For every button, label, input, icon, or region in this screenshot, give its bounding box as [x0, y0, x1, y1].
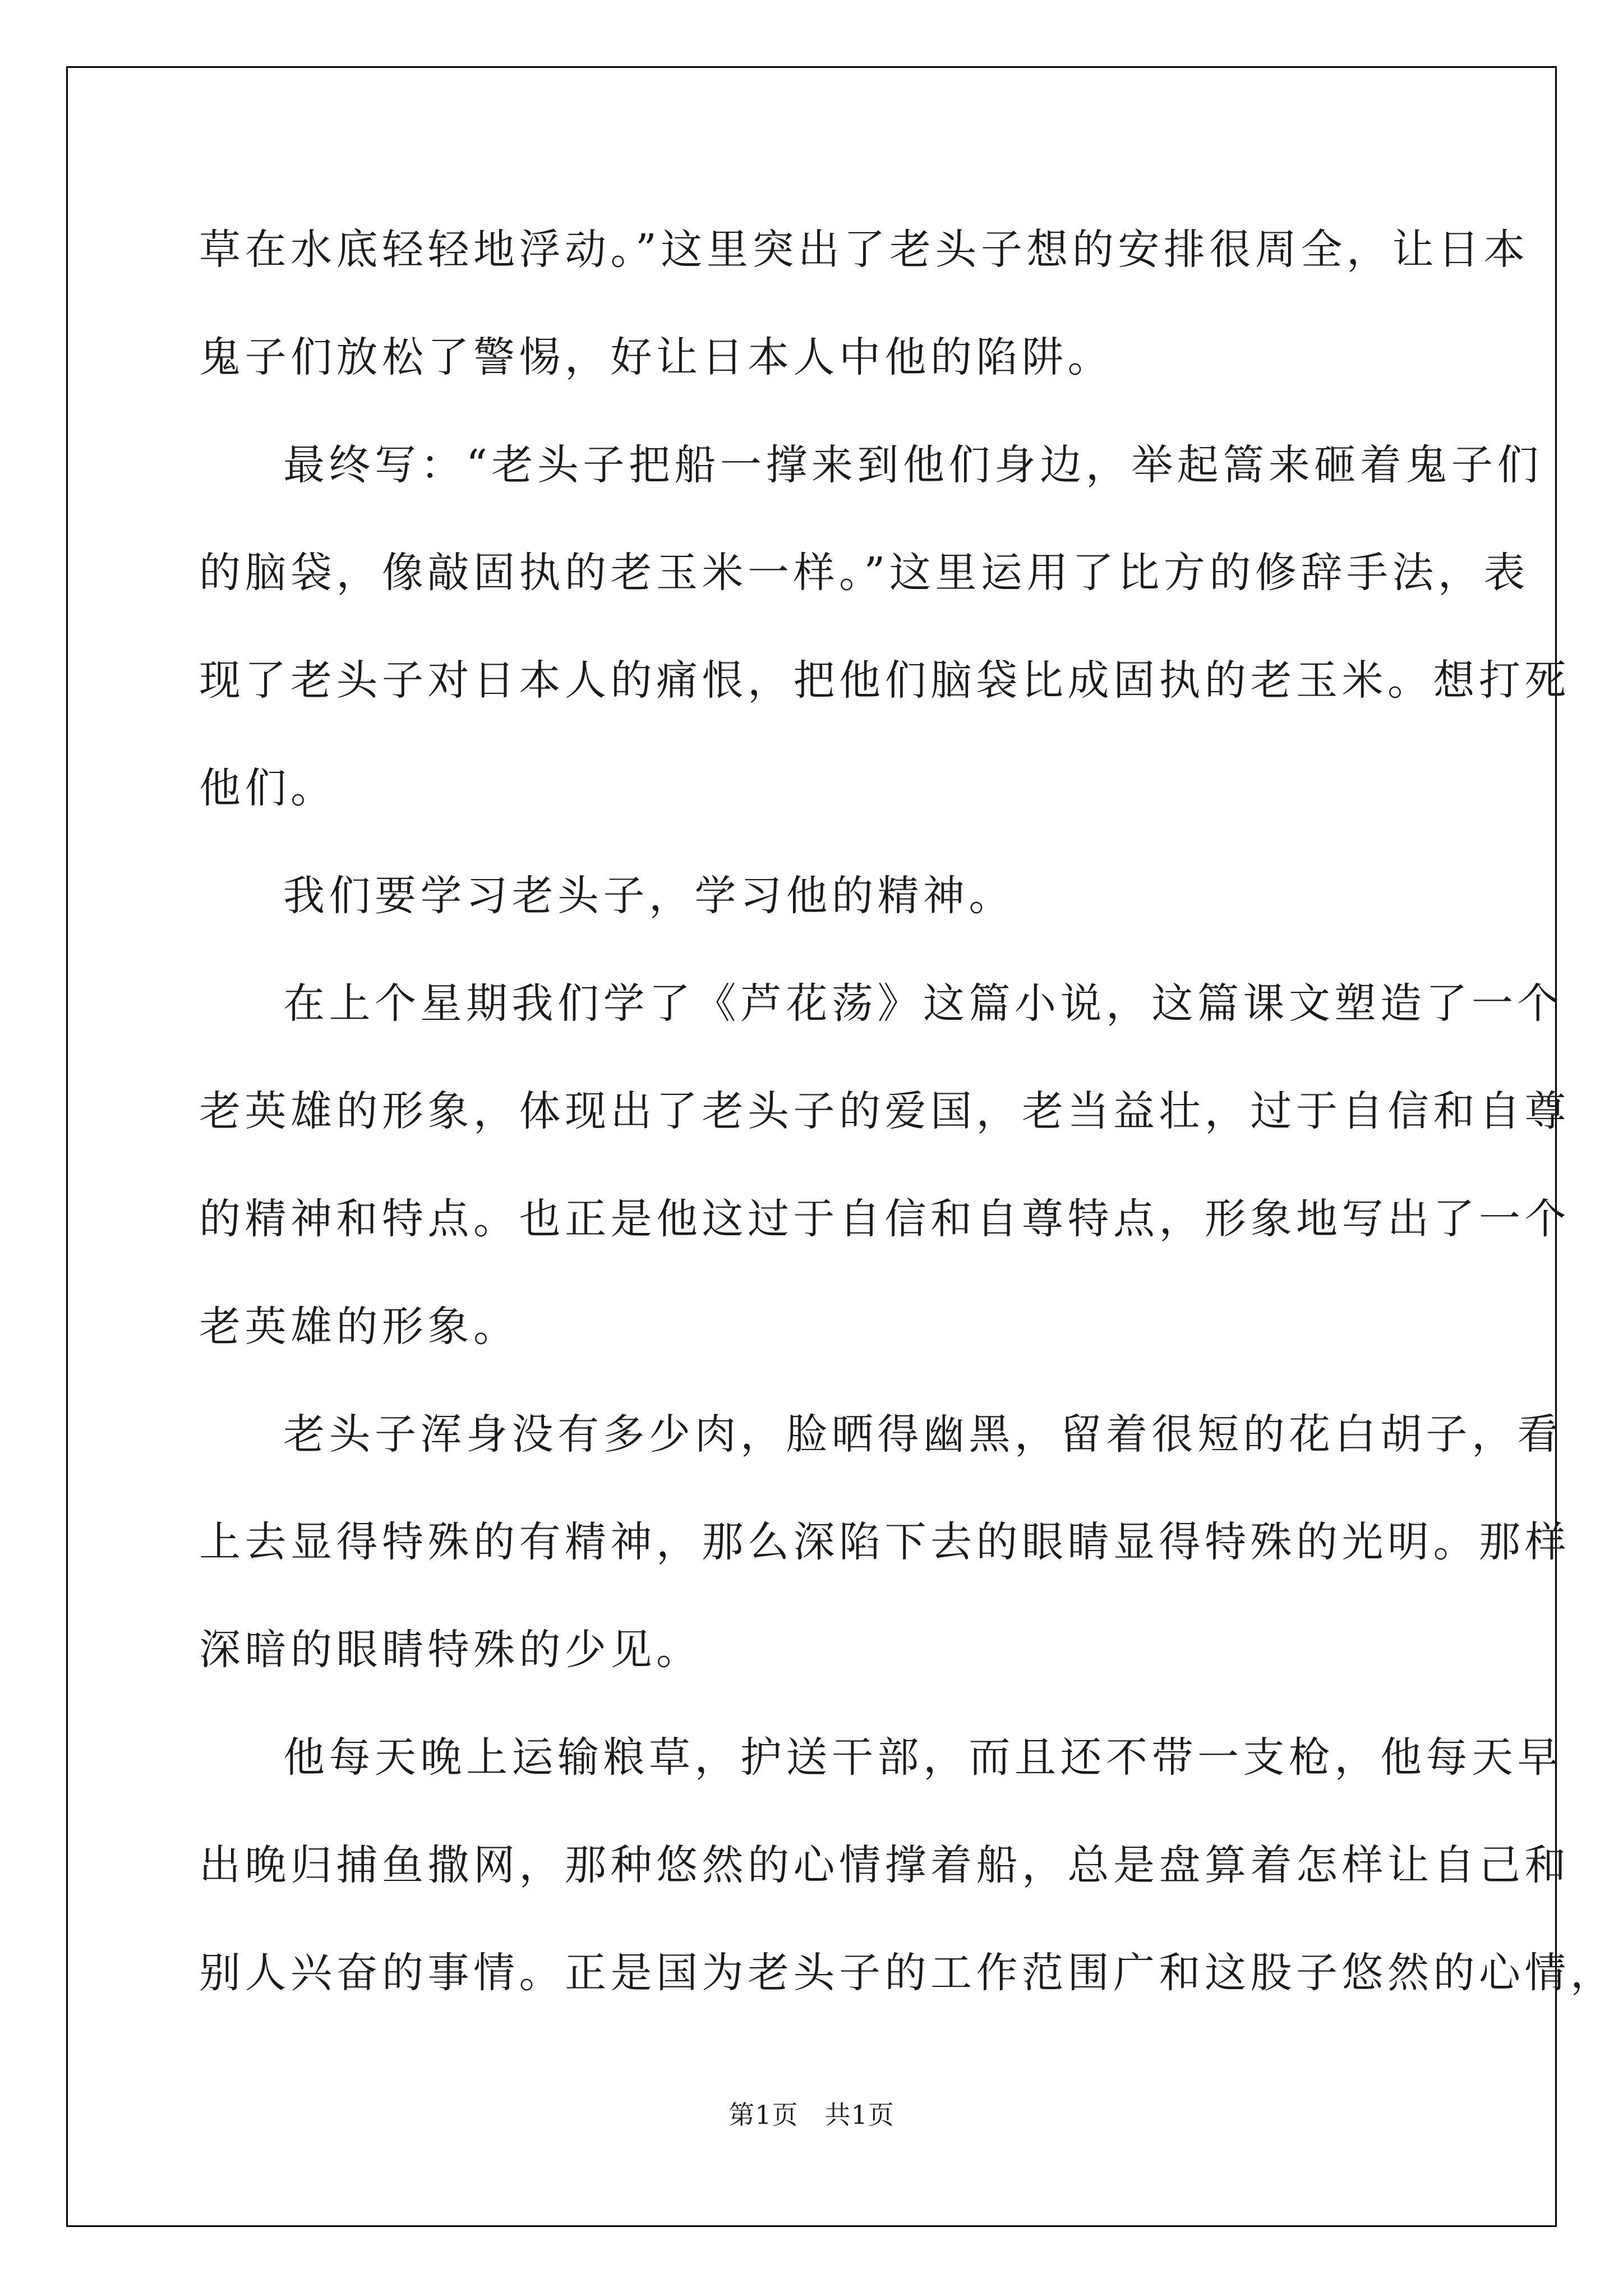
text-line-10: 的精神和特点。也正是他这过于自信和自尊特点，形象地写出了一个	[199, 1195, 1570, 1243]
text-line-15: 他每天晚上运输粮草，护送干部，而且还不带一支枪，他每天早	[283, 1733, 1563, 1782]
text-line-14: 深暗的眼睛特殊的少见。	[199, 1626, 702, 1674]
text-line-12: 老头子浑身没有多少肉，脸晒得幽黑，留着很短的花白胡子，看	[283, 1410, 1563, 1458]
text-line-1: 草在水底轻轻地浮动。”这里突出了老头子想的安排很周全，让日本	[199, 226, 1529, 274]
text-line-6: 他们。	[199, 764, 336, 812]
text-line-16: 出晚归捕鱼撒网，那种悠然的心情撑着船，总是盘算着怎样让自己和	[199, 1841, 1570, 1889]
text-line-4: 的脑袋，像敲固执的老玉米一样。”这里运用了比方的修辞手法，表	[199, 549, 1529, 597]
document-body	[199, 216, 1616, 2047]
text-line-9: 老英雄的形象，体现出了老头子的爱国，老当益壮，过于自信和自尊	[199, 1087, 1570, 1135]
text-line-8: 在上个星期我们学了《芦花荡》这篇小说，这篇课文塑造了一个	[283, 979, 1563, 1028]
page-number-footer: 第1页 共1页	[728, 2100, 895, 2130]
text-line-11: 老英雄的形象。	[199, 1303, 519, 1351]
text-line-5: 现了老头子对日本人的痛恨，把他们脑袋比成固执的老玉米。想打死	[199, 656, 1570, 705]
text-line-3: 最终写：“老头子把船一撑来到他们身边，举起篙来砸着鬼子们	[283, 441, 1543, 489]
text-line-17: 别人兴奋的事情。正是国为老头子的工作范围广和这股子悠然的心情，	[199, 1949, 1616, 1997]
text-line-7: 我们要学习老头子，学习他的精神。	[283, 872, 1015, 920]
text-line-13: 上去显得特殊的有精神，那么深陷下去的眼睛显得特殊的光明。那样	[199, 1518, 1570, 1566]
text-line-2: 鬼子们放松了警惕，好让日本人中他的陷阱。	[199, 333, 1113, 381]
